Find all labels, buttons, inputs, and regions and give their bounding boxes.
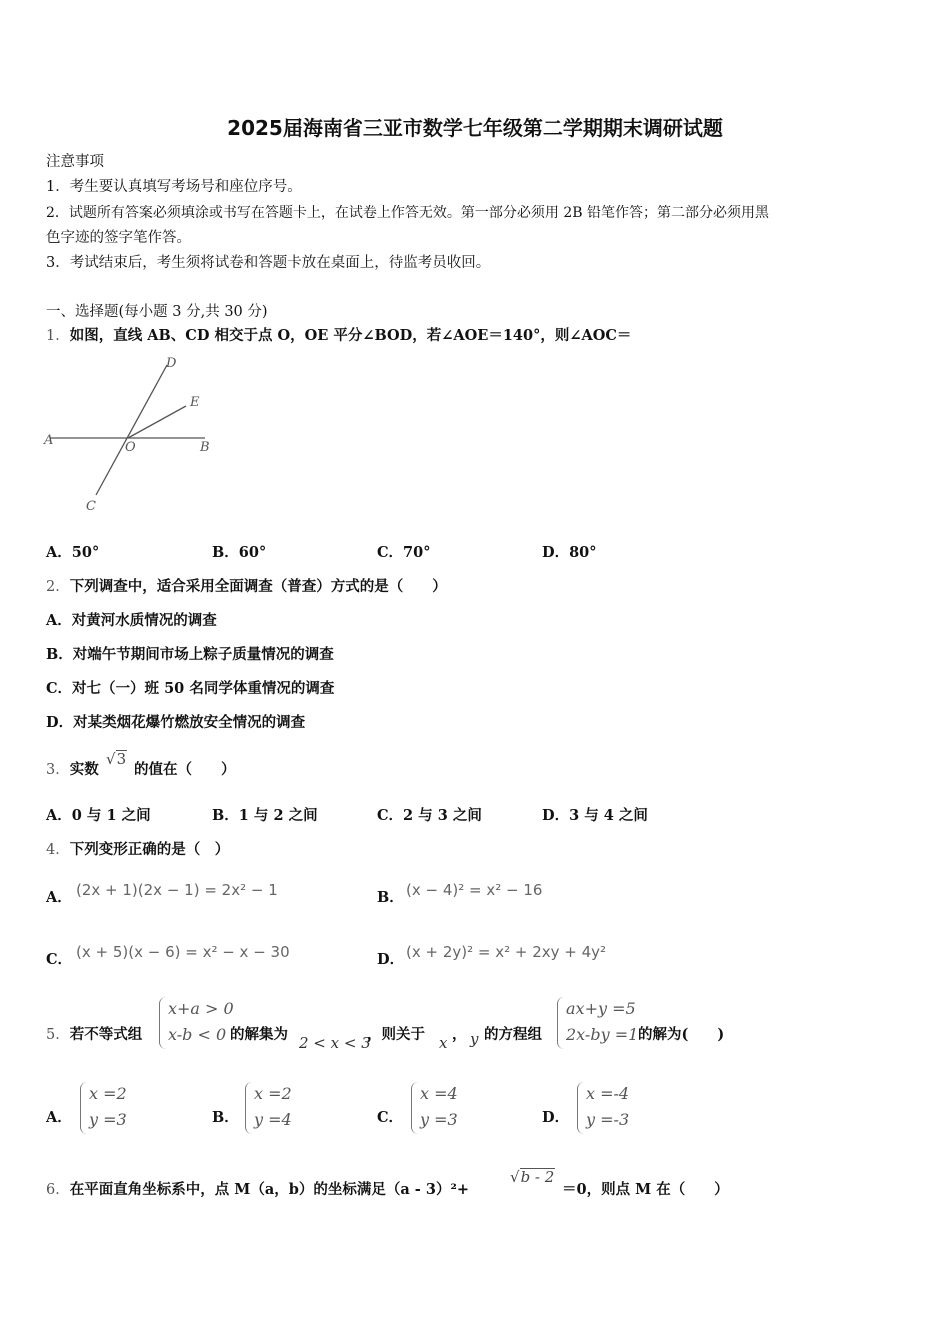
q4-option-d-letter: D． — [377, 951, 405, 968]
q5-stem-1: 5．若不等式组 — [46, 1026, 143, 1043]
q4-option-c-formula: (x + 5)(x − 6) = x² − x − 30 — [76, 943, 290, 961]
q5-ineq-1: x+a > 0 — [168, 999, 234, 1018]
notice-item-2-cont: 色字迹的签字笔作答。 — [46, 230, 191, 246]
q4-stem — [46, 840, 229, 860]
q4-text: 下列变形正确的是（ ） — [69, 841, 230, 858]
q6-radicand: b - 2 — [520, 1168, 555, 1186]
q4-option-a-formula: (2x + 1)(2x − 1) = 2x² − 1 — [76, 881, 278, 899]
q5-equation-system — [557, 997, 639, 1049]
notice-item-2: 2．试题所有答案必须填涂或书写在答题卡上，在试卷上作答无效。第一部分必须用 2B 铅笔作答；第二部分必须用黑 — [46, 205, 769, 221]
q4-option-b-letter: B． — [377, 889, 404, 906]
q2-option-b: B．对端午节期间市场上粽子质量情况的调查 — [46, 646, 334, 663]
q2-number: 2． — [46, 579, 70, 595]
q5-option-a-letter: A． — [46, 1109, 72, 1126]
q5-option-a-system: x =2 y =3 — [80, 1082, 141, 1134]
q6-stem-1: 6．在平面直角坐标系中，点 M（a，b）的坐标满足（a - 3）²+ — [46, 1181, 469, 1198]
label-o: O — [125, 440, 136, 455]
q5-option-d-system: x =-4 y =-3 — [577, 1082, 643, 1134]
q5-eq-2: 2x-by =1 — [566, 1025, 639, 1044]
label-e: E — [190, 395, 200, 410]
label-d: D — [166, 356, 177, 371]
q5-stem-2: 的解集为 — [230, 1026, 288, 1043]
q5-var-x: x — [439, 1034, 448, 1052]
q1-option-b: B．60° — [212, 544, 267, 561]
q5-option-b-letter: B． — [212, 1109, 239, 1126]
q5-option-d-letter: D． — [542, 1109, 570, 1126]
q5-solution-range: 2 < x < 3 — [299, 1034, 371, 1052]
q4-option-c-letter: C． — [46, 951, 73, 968]
q5-option-b-system: x =2 y =4 — [245, 1082, 306, 1134]
q5-inequality-system — [159, 997, 234, 1049]
notice-heading: 注意事项 — [46, 154, 104, 170]
q2-option-d: D．对某类烟花爆竹燃放安全情况的调查 — [46, 714, 306, 731]
q2-option-a: A．对黄河水质情况的调查 — [46, 612, 217, 629]
q2-stem — [46, 577, 447, 597]
line-cd — [96, 365, 167, 495]
q5-option-c-system: x =4 y =3 — [411, 1082, 472, 1134]
q3-option-b: B．1 与 2 之间 — [212, 807, 318, 824]
q1-figure — [40, 350, 220, 520]
q4-option-b-formula: (x − 4)² = x² − 16 — [406, 881, 543, 899]
label-a: A — [44, 433, 54, 448]
q5-comma: ， — [452, 1026, 467, 1043]
q6-stem-2: ＝0，则点 M 在（ ） — [562, 1181, 729, 1198]
q3-number: 3． — [46, 762, 70, 778]
notice-item-3: 3．考试结束后，考生须将试卷和答题卡放在桌面上，待监考员收回。 — [46, 255, 491, 271]
q5-var-y: y — [470, 1030, 479, 1048]
label-c: C — [86, 499, 96, 514]
q4-option-a-letter: A． — [46, 889, 72, 906]
q5-number: 5． — [46, 1027, 70, 1043]
q5-stem-3: ，则关于 — [367, 1026, 425, 1043]
q1-option-a: A．50° — [46, 544, 100, 561]
q1-option-d: D．80° — [542, 544, 597, 561]
q2-option-c: C．对七（一）班 50 名同学体重情况的调查 — [46, 680, 335, 697]
q3-option-c: C．2 与 3 之间 — [377, 807, 482, 824]
q3-radicand: 3 — [116, 750, 127, 768]
q3-option-a: A．0 与 1 之间 — [46, 807, 151, 824]
notice-item-1: 1．考生要认真填写考场号和座位序号。 — [46, 179, 302, 195]
q5-eq-1: ax+y =5 — [566, 999, 636, 1018]
q5-ineq-2: x-b < 0 — [168, 1025, 227, 1044]
q3-sqrt: √3 — [106, 750, 127, 768]
q5-stem-5: 的解为( ) — [638, 1026, 725, 1043]
q4-number: 4． — [46, 842, 70, 858]
label-b: B — [200, 440, 210, 455]
q3-stem-after: 的值在（ ） — [134, 761, 236, 778]
q3-stem-before: 3．实数 — [46, 761, 99, 778]
q1-text: 如图，直线 AB、CD 相交于点 O，OE 平分∠BOD，若∠AOE＝140°，则∠AOC＝ — [69, 327, 632, 344]
q3-option-d: D．3 与 4 之间 — [542, 807, 648, 824]
q1-number: 1． — [46, 328, 70, 344]
section-heading: 一、选择题(每小题 3 分,共 30 分) — [46, 304, 268, 320]
page-title: 2025届海南省三亚市数学七年级第二学期期末调研试题 — [227, 116, 723, 140]
q6-number: 6． — [46, 1182, 70, 1198]
q5-option-c-letter: C． — [377, 1109, 404, 1126]
q4-option-d-formula: (x + 2y)² = x² + 2xy + 4y² — [406, 943, 607, 961]
ray-oe — [128, 406, 186, 438]
q5-stem-4: 的方程组 — [484, 1026, 542, 1043]
q2-text: 下列调查中，适合采用全面调查（普查）方式的是（ ） — [69, 578, 447, 595]
q1-option-c: C．70° — [377, 544, 431, 561]
q1-stem — [46, 326, 631, 346]
q6-sqrt: √b - 2 — [510, 1168, 555, 1186]
